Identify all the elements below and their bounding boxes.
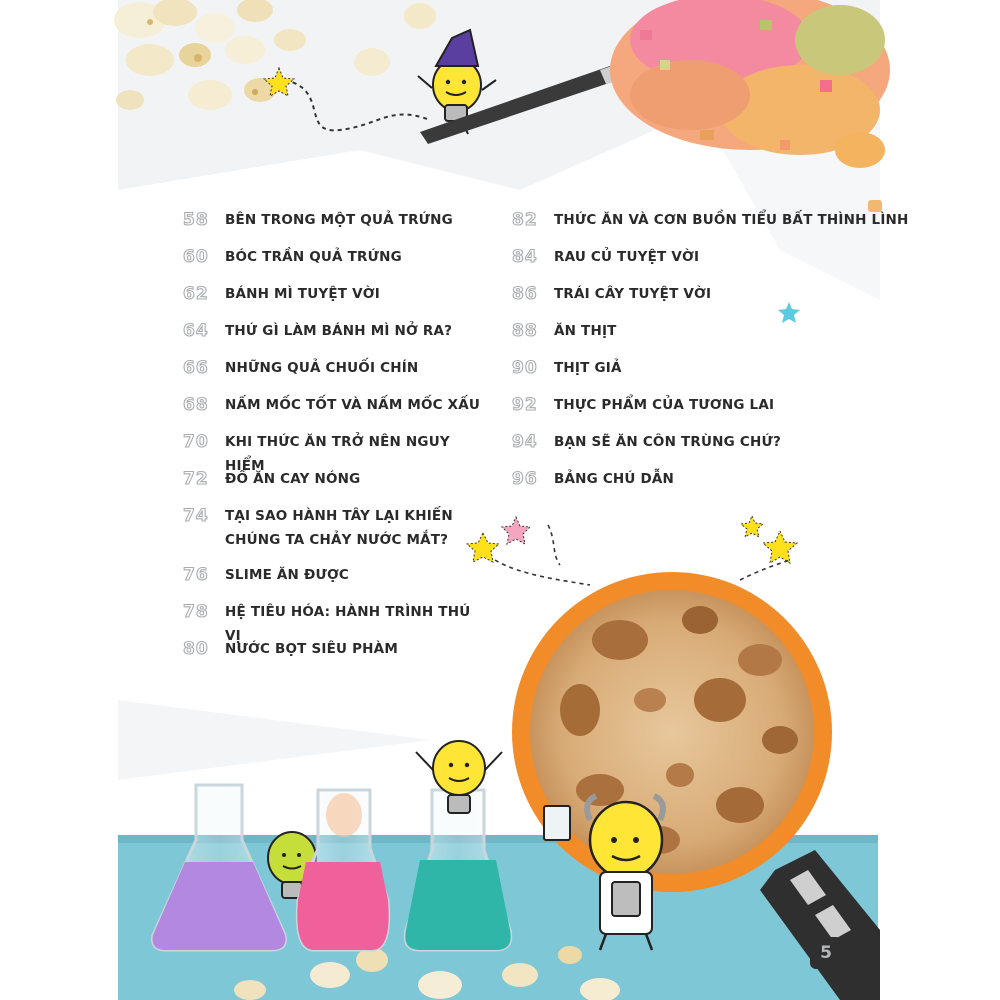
toc-page-number: 82 — [512, 210, 538, 230]
background-panel — [118, 700, 430, 780]
toc-entry-title: THỨC ĂN VÀ CƠN BUỒN TIỂU BẤT THÌNH LÌNH — [554, 212, 909, 228]
yellow-bulb-character — [416, 741, 502, 813]
toc-entry[interactable] — [183, 208, 453, 232]
toc-entry-title: BÊN TRONG MỘT QUẢ TRỨNG — [225, 212, 453, 228]
toc-entry[interactable] — [183, 282, 380, 306]
toc-entry-title: THỰC PHẨM CỦA TƯƠNG LAI — [554, 397, 775, 413]
toc-entry[interactable] — [183, 467, 360, 491]
toc-page-number: 60 — [183, 247, 209, 267]
toc-entry[interactable] — [183, 504, 483, 552]
toc-page-number: 84 — [512, 247, 538, 267]
dashed-trail — [495, 560, 590, 585]
toc-entry-title: THỊT GIẢ — [554, 360, 622, 376]
toc-entry-title: NẤM MỐC TỐT VÀ NẤM MỐC XẤU — [225, 397, 481, 413]
toc-entry-title: ĂN THỊT — [554, 323, 617, 339]
dashed-trail — [740, 560, 790, 580]
toc-entry[interactable] — [512, 208, 909, 232]
toc-entry[interactable] — [512, 393, 774, 417]
toc-entry[interactable] — [183, 637, 398, 661]
toc-entry-title: ĐỒ ĂN CAY NÓNG — [225, 471, 361, 487]
toc-entry[interactable] — [512, 430, 781, 454]
toc-page-number: 58 — [183, 210, 209, 230]
toc-page-number: 80 — [183, 639, 209, 659]
toc-entry-title: SLIME ĂN ĐƯỢC — [225, 567, 350, 583]
flask-pink — [297, 790, 388, 950]
toc-entry-title: RAU CỦ TUYỆT VỜI — [554, 249, 700, 265]
toc-entry-title: KHI THỨC ĂN TRỞ NÊN NGUY HIỂM — [225, 434, 450, 474]
toc-page-number: 62 — [183, 284, 209, 304]
star-icon — [502, 517, 530, 544]
toc-page-number: 64 — [183, 321, 209, 341]
toc-page-number: 90 — [512, 358, 538, 378]
toc-entry-title: THỨ GÌ LÀM BÁNH MÌ NỞ RA? — [225, 323, 453, 339]
toc-entry-title: BẢNG CHÚ DẪN — [554, 471, 675, 487]
toc-entry[interactable] — [183, 356, 418, 380]
toc-page-number: 70 — [183, 432, 209, 452]
toc-page-number: 74 — [183, 506, 209, 526]
toc-entry-title: TRÁI CÂY TUYỆT VỜI — [554, 286, 712, 302]
toc-entry[interactable] — [183, 319, 452, 343]
toc-entry[interactable] — [512, 319, 617, 343]
page-number: 5 — [820, 943, 832, 963]
toc-entry[interactable] — [512, 282, 711, 306]
toc-entry-title: NHỮNG QUẢ CHUỐI CHÍN — [225, 360, 419, 376]
toc-page-number: 96 — [512, 469, 538, 489]
toc-page-number: 76 — [183, 565, 209, 585]
toc-page-number: 68 — [183, 395, 209, 415]
toc-entry-title: TẠI SAO HÀNH TÂY LẠI KHIẾN CHÚNG TA CHẢY NƯỚC MẮT? — [225, 508, 453, 548]
toc-entry[interactable] — [512, 467, 674, 491]
toc-page-number: 92 — [512, 395, 538, 415]
toc-entry[interactable] — [183, 563, 349, 587]
toc-entry-title: BẠN SẼ ĂN CÔN TRÙNG CHỨ? — [554, 434, 781, 450]
toc-entry-title: HỆ TIÊU HÓA: HÀNH TRÌNH THÚ VỊ — [225, 604, 471, 644]
toc-entry-title: NƯỚC BỌT SIÊU PHÀM — [225, 641, 398, 657]
toc-entry[interactable] — [183, 245, 402, 269]
star-icon — [763, 531, 797, 563]
star-icon — [778, 302, 800, 323]
toc-entry-title: BÓC TRẦN QUẢ TRỨNG — [225, 249, 402, 265]
toc-entry[interactable] — [512, 356, 622, 380]
dashed-trail — [548, 525, 560, 565]
toc-page-number: 66 — [183, 358, 209, 378]
toc-entry-title: BÁNH MÌ TUYỆT VỜI — [225, 286, 380, 302]
bread-magnifier — [512, 572, 832, 892]
toc-page-number: 72 — [183, 469, 209, 489]
toc-entry[interactable] — [183, 393, 480, 417]
toc-entry[interactable] — [512, 245, 699, 269]
toc-page-number: 88 — [512, 321, 538, 341]
toc-page-number: 78 — [183, 602, 209, 622]
toc-page-number: 94 — [512, 432, 538, 452]
toc-page-number: 86 — [512, 284, 538, 304]
star-icon — [741, 516, 763, 537]
